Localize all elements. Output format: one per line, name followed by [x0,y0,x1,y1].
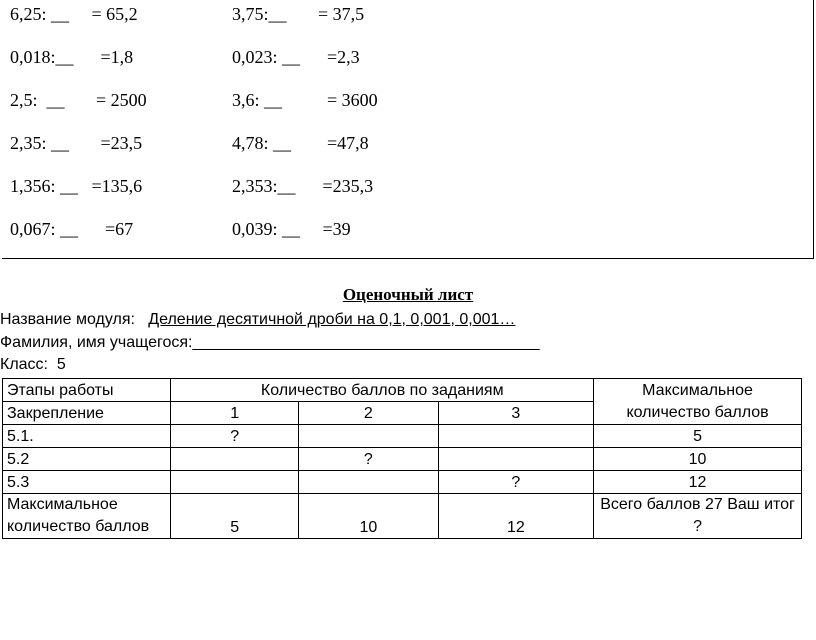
exercise-row [10,131,369,155]
module-label: Название модуля: [0,311,135,328]
task-number: 1 [171,402,299,425]
exercise-right: 3,75:__ = 37,5 [232,4,365,24]
table-row [3,425,802,448]
exercise-right: 3,6: __ = 3600 [232,90,378,110]
exercise-right: 4,78: __ =47,8 [232,133,369,153]
exercise-left: 0,018:__ =1,8 [10,47,134,67]
module-line [0,310,515,330]
tasks-header: Количество баллов по заданиям [171,379,594,402]
stage-cell: 5.1. [3,425,171,448]
score-cell[interactable]: ? [438,471,593,494]
score-table [2,378,802,539]
task-number: 3 [438,402,593,425]
score-cell[interactable] [438,448,593,471]
max-cell: 12 [594,471,802,494]
exercise-left: 6,25: __ = 65,2 [10,4,138,24]
exercise-right: 0,039: __ =39 [232,219,351,239]
total-label: Максимальное количество баллов [3,494,171,539]
score-cell[interactable]: ? [171,425,299,448]
stage-header: Этапы работы [3,379,171,402]
stage-cell: 5.2 [3,448,171,471]
exercise-left: 2,5: __ = 2500 [10,90,147,110]
score-cell[interactable]: ? [299,448,439,471]
score-cell[interactable] [299,425,439,448]
student-label: Фамилия, имя учащегося: [0,334,193,351]
table-header-row [3,379,802,402]
total-task-cell: 10 [299,494,439,539]
exercise-right: 2,353:__ =235,3 [232,176,374,196]
task-number: 2 [299,402,439,425]
score-cell[interactable] [171,471,299,494]
student-line [0,333,540,353]
max-cell: 10 [594,448,802,471]
exercise-row [10,217,351,241]
exercise-box [2,0,814,259]
exercise-left: 1,356: __ =135,6 [10,176,143,196]
stage-subheader: Закрепление [3,402,171,425]
table-row [3,448,802,471]
exercise-row [10,88,378,112]
class-line: Класс: 5 [0,356,66,373]
score-cell[interactable] [171,448,299,471]
table-row [3,471,802,494]
total-row [3,494,802,539]
module-value: Деление десятичной дроби на 0,1, 0,001, 0,001… [148,311,516,328]
student-name-blank[interactable]: _______________________________________ [192,334,540,351]
max-cell: 5 [594,425,802,448]
exercise-right: 0,023: __ =2,3 [232,47,360,67]
stage-cell: 5.3 [3,471,171,494]
exercise-row [10,45,360,69]
max-header: Максимальное количество баллов [594,379,802,425]
total-task-cell: 12 [438,494,593,539]
exercise-row [10,174,374,198]
score-cell[interactable] [438,425,593,448]
exercise-row [10,2,365,26]
exercise-left: 2,35: __ =23,5 [10,133,143,153]
total-task-cell: 5 [171,494,299,539]
score-cell[interactable] [299,471,439,494]
sheet-title: Оценочный лист [342,285,474,304]
exercise-left: 0,067: __ =67 [10,219,134,239]
total-summary: Всего баллов 27 Ваш итог ? [594,494,802,539]
